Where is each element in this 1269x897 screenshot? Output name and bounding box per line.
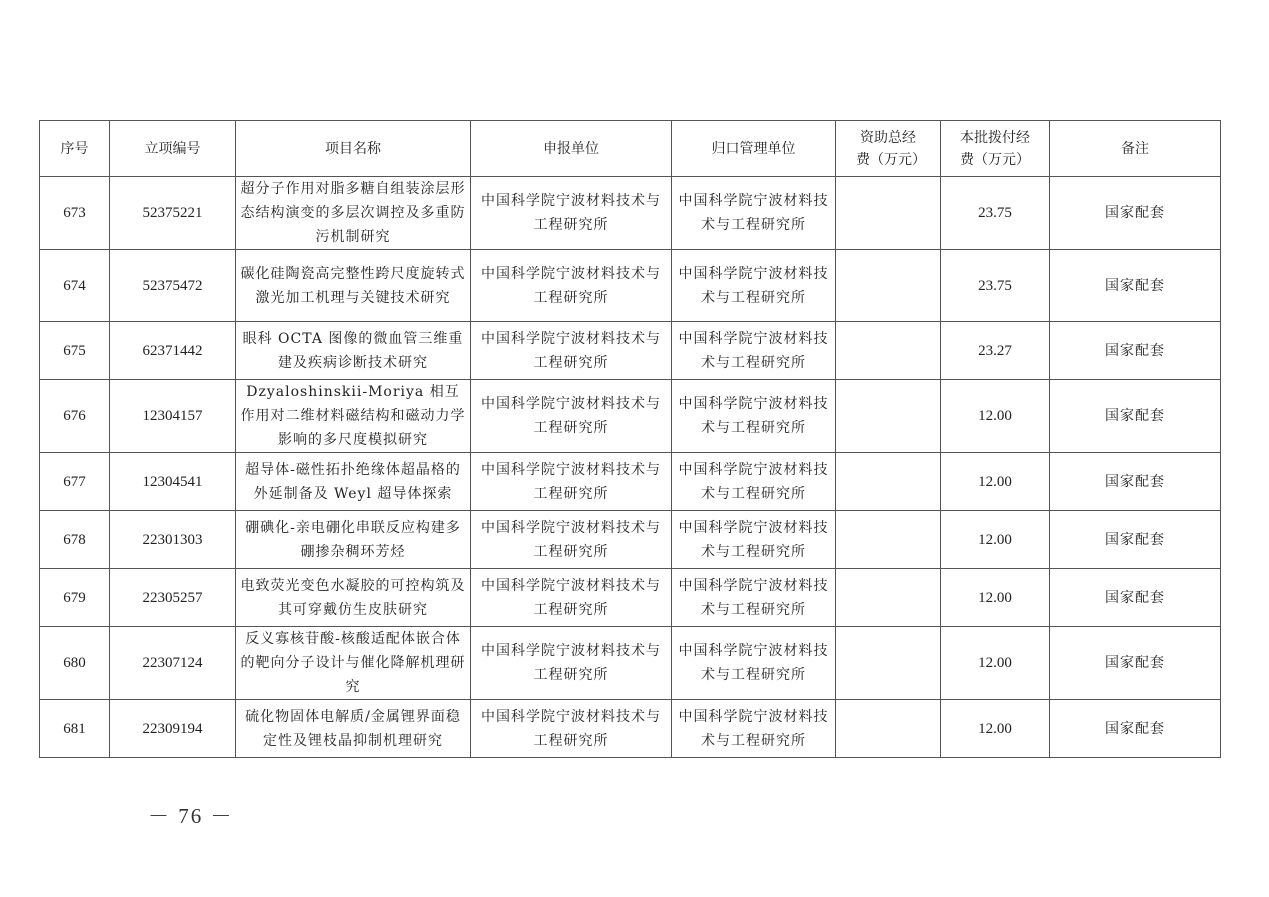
cell-name: 超分子作用对脂多糖自组装涂层形态结构演变的多层次调控及多重防污机制研究 (236, 177, 471, 250)
cell-note: 国家配套 (1050, 700, 1221, 758)
cell-name: 反义寡核苷酸-核酸适配体嵌合体的靶向分子设计与催化降解机理研究 (236, 627, 471, 700)
cell-seq: 679 (40, 569, 110, 627)
cell-manager: 中国科学院宁波材料技术与工程研究所 (672, 569, 836, 627)
cell-seq: 676 (40, 380, 110, 453)
cell-manager: 中国科学院宁波材料技术与工程研究所 (672, 627, 836, 700)
cell-code: 12304541 (110, 453, 236, 511)
cell-batch-funding: 12.00 (941, 627, 1050, 700)
cell-note: 国家配套 (1050, 627, 1221, 700)
table-row (40, 322, 1221, 380)
cell-code: 62371442 (110, 322, 236, 380)
cell-code: 22305257 (110, 569, 236, 627)
cell-note: 国家配套 (1050, 453, 1221, 511)
cell-applicant: 中国科学院宁波材料技术与工程研究所 (471, 250, 672, 322)
table-row (40, 700, 1221, 758)
cell-manager: 中国科学院宁波材料技术与工程研究所 (672, 177, 836, 250)
cell-batch-funding: 23.75 (941, 250, 1050, 322)
table-row (40, 569, 1221, 627)
cell-total-funding (836, 627, 941, 700)
cell-batch-funding: 12.00 (941, 453, 1050, 511)
cell-name: 眼科 OCTA 图像的微血管三维重建及疾病诊断技术研究 (236, 322, 471, 380)
cell-seq: 678 (40, 511, 110, 569)
cell-manager: 中国科学院宁波材料技术与工程研究所 (672, 511, 836, 569)
cell-applicant: 中国科学院宁波材料技术与工程研究所 (471, 511, 672, 569)
cell-seq: 675 (40, 322, 110, 380)
cell-applicant: 中国科学院宁波材料技术与工程研究所 (471, 569, 672, 627)
project-funding-table (39, 120, 1221, 758)
cell-applicant: 中国科学院宁波材料技术与工程研究所 (471, 627, 672, 700)
table-row (40, 627, 1221, 700)
cell-total-funding (836, 322, 941, 380)
cell-total-funding (836, 250, 941, 322)
cell-note: 国家配套 (1050, 569, 1221, 627)
cell-batch-funding: 23.27 (941, 322, 1050, 380)
cell-name: 硼碘化-亲电硼化串联反应构建多硼掺杂稠环芳烃 (236, 511, 471, 569)
cell-manager: 中国科学院宁波材料技术与工程研究所 (672, 700, 836, 758)
cell-total-funding (836, 177, 941, 250)
cell-code: 52375472 (110, 250, 236, 322)
cell-code: 12304157 (110, 380, 236, 453)
cell-name: 电致荧光变色水凝胶的可控构筑及其可穿戴仿生皮肤研究 (236, 569, 471, 627)
table-header-row (40, 121, 1221, 177)
cell-seq: 681 (40, 700, 110, 758)
cell-manager: 中国科学院宁波材料技术与工程研究所 (672, 453, 836, 511)
cell-seq: 680 (40, 627, 110, 700)
cell-applicant: 中国科学院宁波材料技术与工程研究所 (471, 700, 672, 758)
cell-name: Dzyaloshinskii-Moriya 相互作用对二维材料磁结构和磁动力学影响的多尺度模拟研究 (236, 380, 471, 453)
cell-batch-funding: 12.00 (941, 700, 1050, 758)
cell-applicant: 中国科学院宁波材料技术与工程研究所 (471, 380, 672, 453)
cell-total-funding (836, 380, 941, 453)
cell-batch-funding: 12.00 (941, 569, 1050, 627)
cell-code: 52375221 (110, 177, 236, 250)
table-row (40, 250, 1221, 322)
cell-note: 国家配套 (1050, 177, 1221, 250)
cell-note: 国家配套 (1050, 380, 1221, 453)
cell-manager: 中国科学院宁波材料技术与工程研究所 (672, 322, 836, 380)
cell-code: 22309194 (110, 700, 236, 758)
cell-seq: 677 (40, 453, 110, 511)
header-code: 立项编号 (110, 121, 236, 177)
header-total-funding: 资助总经费（万元） (836, 121, 941, 177)
cell-total-funding (836, 700, 941, 758)
header-applicant: 申报单位 (471, 121, 672, 177)
header-manager: 归口管理单位 (672, 121, 836, 177)
table-row (40, 511, 1221, 569)
cell-note: 国家配套 (1050, 250, 1221, 322)
cell-seq: 674 (40, 250, 110, 322)
cell-applicant: 中国科学院宁波材料技术与工程研究所 (471, 322, 672, 380)
header-batch-funding: 本批拨付经费（万元） (941, 121, 1050, 177)
cell-name: 超导体-磁性拓扑绝缘体超晶格的外延制备及 Weyl 超导体探索 (236, 453, 471, 511)
cell-code: 22301303 (110, 511, 236, 569)
cell-batch-funding: 12.00 (941, 380, 1050, 453)
cell-batch-funding: 23.75 (941, 177, 1050, 250)
cell-note: 国家配套 (1050, 511, 1221, 569)
header-note: 备注 (1050, 121, 1221, 177)
cell-name: 碳化硅陶瓷高完整性跨尺度旋转式激光加工机理与关键技术研究 (236, 250, 471, 322)
table-row (40, 380, 1221, 453)
table-row (40, 453, 1221, 511)
page-number: － 76 － (148, 804, 234, 828)
table-row (40, 177, 1221, 250)
header-seq: 序号 (40, 121, 110, 177)
cell-total-funding (836, 453, 941, 511)
cell-note: 国家配套 (1050, 322, 1221, 380)
cell-total-funding (836, 511, 941, 569)
header-name: 项目名称 (236, 121, 471, 177)
cell-applicant: 中国科学院宁波材料技术与工程研究所 (471, 453, 672, 511)
cell-code: 22307124 (110, 627, 236, 700)
cell-seq: 673 (40, 177, 110, 250)
cell-name: 硫化物固体电解质/金属锂界面稳定性及锂枝晶抑制机理研究 (236, 700, 471, 758)
cell-manager: 中国科学院宁波材料技术与工程研究所 (672, 380, 836, 453)
cell-total-funding (836, 569, 941, 627)
cell-manager: 中国科学院宁波材料技术与工程研究所 (672, 250, 836, 322)
cell-applicant: 中国科学院宁波材料技术与工程研究所 (471, 177, 672, 250)
cell-batch-funding: 12.00 (941, 511, 1050, 569)
